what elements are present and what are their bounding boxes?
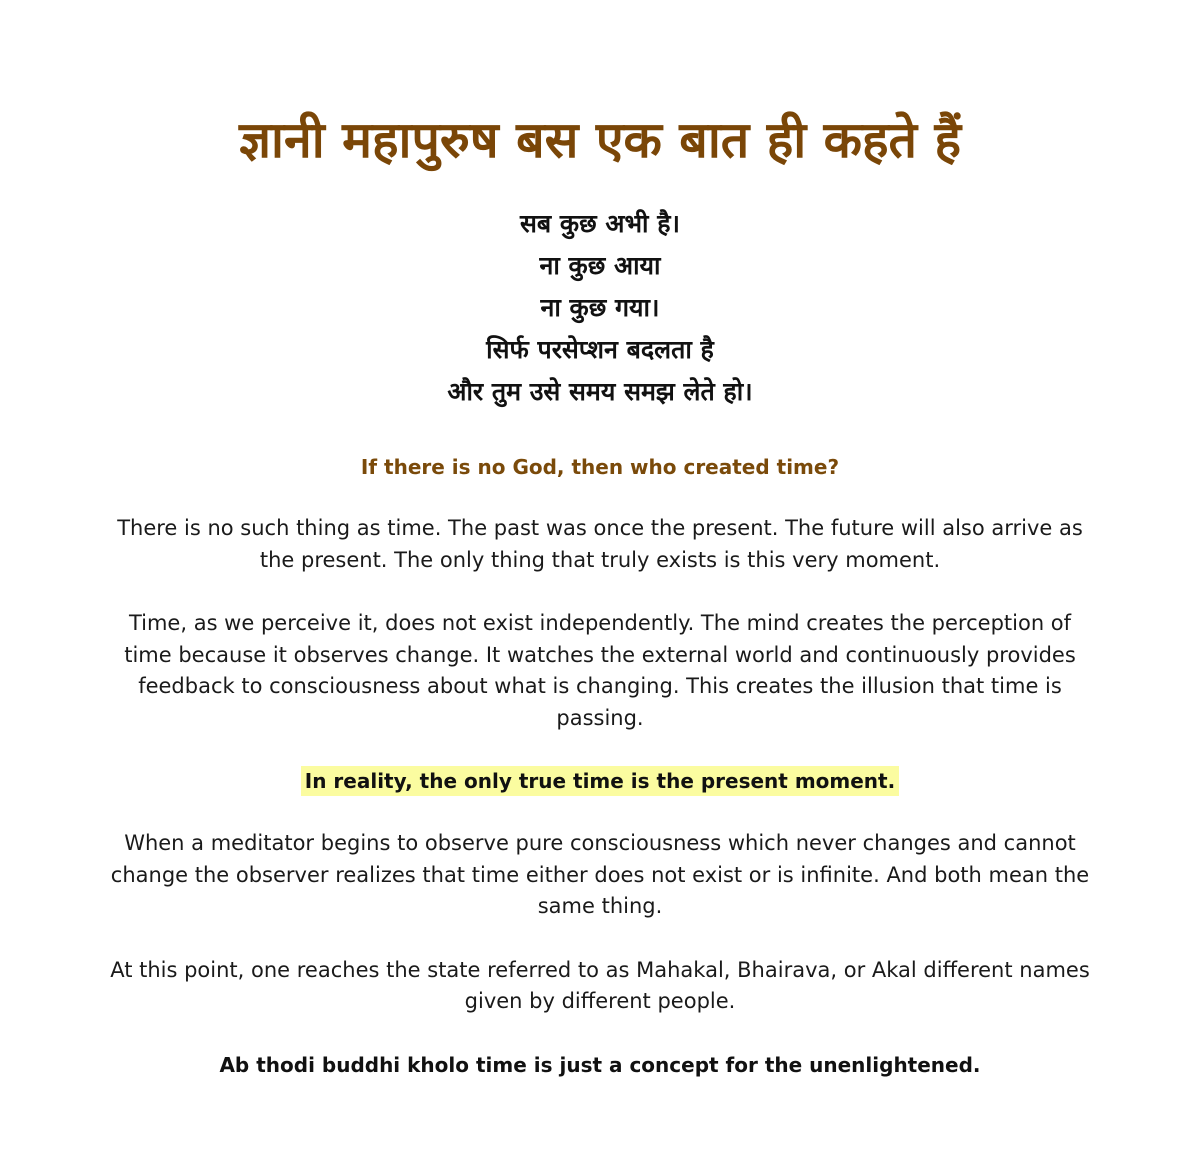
paragraph-mind-perception: Time, as we perceive it, does not exist independently. The mind creates the perception of time because it observes change. It watches the external world and continuously provides feedback to consciousness about what is changing. This creates the illusion that time is passing. bbox=[124, 611, 1076, 730]
paragraph-meditator: When a meditator begins to observe pure consciousness which never changes and cannot change the observer realizes that time either does not exist or is infinite. And both mean the same thing. bbox=[110, 831, 1090, 918]
verse-line: ना कुछ आया bbox=[539, 251, 661, 280]
hindi-verse bbox=[110, 203, 1090, 413]
verse-line: और तुम उसे समय समझ लेते हो। bbox=[447, 377, 753, 406]
verse-line: सिर्फ परसेप्शन बदलता है bbox=[486, 335, 714, 364]
paragraph-mahakal: At this point, one reaches the state referred to as Mahakal, Bhairava, or Akal different names given by different people. bbox=[110, 957, 1090, 1013]
verse-line: ना कुछ गया। bbox=[540, 293, 660, 322]
closing-statement: Ab thodi buddhi kholo time is just a concept for the unenlightened. bbox=[219, 1052, 981, 1077]
highlight-text: In reality, the only true time is the present moment. bbox=[301, 766, 899, 796]
page-title: ज्ञानी महापुरुष बस एक बात ही कहते हैं bbox=[238, 111, 962, 169]
verse-line: सब कुछ अभी है। bbox=[520, 209, 680, 238]
paragraph-time-nonexistence: There is no such thing as time. The past was once the present. The future will also arrive as the present. The only thing that truly exists is this very moment. bbox=[117, 516, 1083, 572]
question-heading: If there is no God, then who created time? bbox=[360, 455, 840, 479]
highlighted-statement bbox=[110, 766, 1090, 796]
